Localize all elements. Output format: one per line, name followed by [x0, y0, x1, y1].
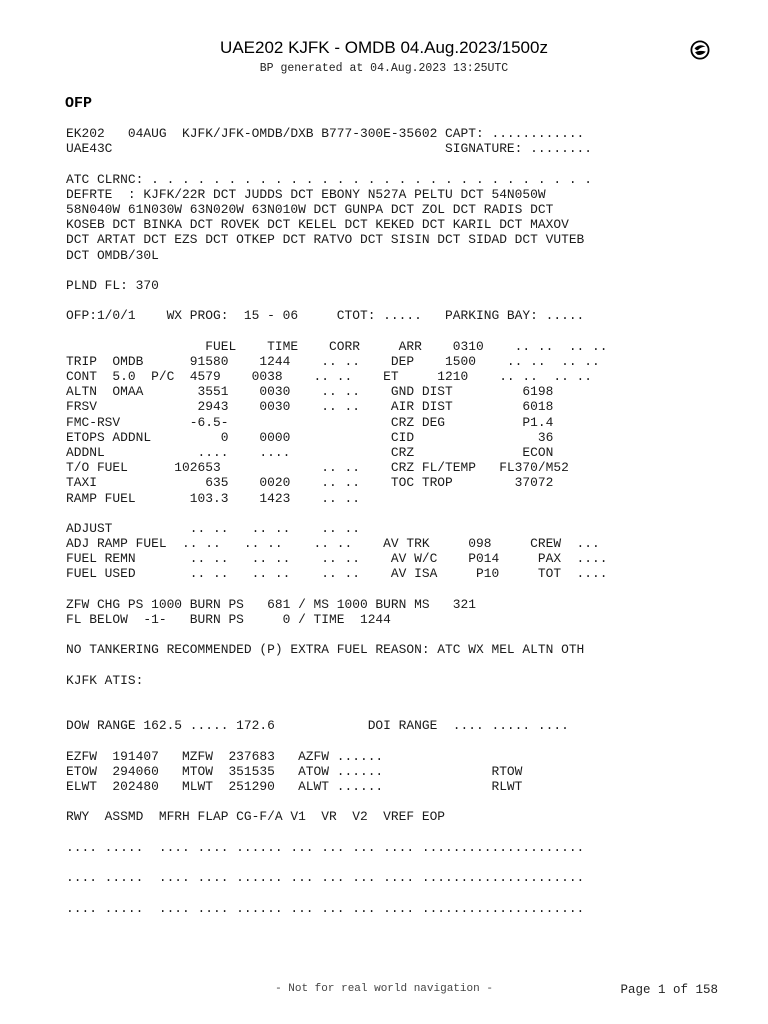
- airline-logo-icon: [690, 40, 710, 60]
- blank-line: [66, 506, 686, 521]
- ofp-line: NO TANKERING RECOMMENDED (P) EXTRA FUEL REASON: ATC WX MEL ALTN OTH: [66, 642, 585, 658]
- ofp-line: OFP:1/0/1 WX PROG: 15 - 06 CTOT: ..... PARKING BAY: .....: [66, 308, 585, 324]
- generated-timestamp: BP generated at 04.Aug.2023 13:25UTC: [259, 62, 509, 75]
- footer-disclaimer: - Not for real world navigation -: [275, 983, 493, 995]
- document-title: UAE202 KJFK - OMDB 04.Aug.2023/1500z: [220, 38, 548, 57]
- blank-line: [66, 293, 686, 308]
- ofp-line: ATC CLRNC: . . . . . . . . . . . . . . . . . . . . . . . . . . . . .: [66, 171, 593, 187]
- ofp-line: RWY ASSMD MFRH FLAP CG-F/A V1 VR V2 VREF EOP: [66, 809, 446, 825]
- ofp-line: PLND FL: 370: [66, 277, 159, 293]
- ofp-line: T/O FUEL 102653 .. .. CRZ FL/TEMP FL370/M52: [66, 460, 569, 476]
- ofp-line: DCT OMDB/30L: [66, 247, 159, 263]
- ofp-line: KJFK ATIS:: [66, 672, 144, 688]
- ofp-line: FRSV 2943 0030 .. .. AIR DIST 6018: [66, 399, 554, 415]
- ofp-line: FUEL REMN .. .. .. .. .. .. AV W/C P014 PAX ....: [66, 551, 608, 567]
- ofp-line: FL BELOW -1- BURN PS 0 / TIME 1244: [66, 612, 391, 627]
- blank-line: [66, 323, 686, 338]
- ofp-line: DCT ARTAT DCT EZS DCT OTKEP DCT RATVO DCT SISIN DCT SIDAD DCT VUTEB: [66, 232, 585, 248]
- blank-line: [66, 885, 686, 900]
- blank-line: [66, 703, 686, 718]
- ofp-line: FMC-RSV -6.5- CRZ DEG P1.4: [66, 414, 554, 430]
- blank-line: [66, 855, 686, 870]
- ofp-line: RAMP FUEL 103.3 1423 .. ..: [66, 490, 360, 506]
- blank-line: [66, 263, 686, 278]
- ofp-line: ADJ RAMP FUEL .. .. .. .. .. .. AV TRK 098 CREW ...: [66, 536, 600, 552]
- ofp-line: ETOW 294060 MTOW 351535 ATOW ...... RTOW: [66, 763, 523, 779]
- ofp-line: .... ..... .... .... ...... ... ... ... .... .....................: [66, 900, 585, 916]
- ofp-line: TRIP OMDB 91580 1244 .. .. DEP 1500 .. .. .. ..: [66, 353, 600, 369]
- ofp-line: DEFRTE : KJFK/22R DCT JUDDS DCT EBONY N527A PELTU DCT 54N050W: [66, 186, 546, 202]
- ofp-line: KOSEB DCT BINKA DCT ROVEK DCT KELEL DCT KEKED DCT KARIL DCT MAXOV: [66, 217, 569, 233]
- blank-line: [66, 794, 686, 809]
- ofp-line: EZFW 191407 MZFW 237683 AZFW ......: [66, 748, 384, 764]
- ofp-line: UAE43C SIGNATURE: ........: [66, 141, 593, 157]
- ofp-line: .... ..... .... .... ...... ... ... ... .... .....................: [66, 839, 585, 855]
- ofp-line: ETOPS ADDNL 0 0000 CID 36: [66, 429, 554, 445]
- ofp-line: ZFW CHG PS 1000 BURN PS 681 / MS 1000 BURN MS 321: [66, 596, 476, 612]
- blank-line: [66, 734, 686, 749]
- ofp-line: DOW RANGE 162.5 ..... 172.6 DOI RANGE .... ..... ....: [66, 718, 569, 734]
- page-number: Page 1 of 158: [620, 983, 718, 997]
- blank-line: [66, 825, 686, 840]
- blank-line: [66, 582, 686, 597]
- ofp-line: EK202 04AUG KJFK/JFK-OMDB/DXB B777-300E-35602 CAPT: ............: [66, 126, 585, 141]
- ofp-line: ADDNL .... .... CRZ ECON: [66, 444, 554, 460]
- ofp-line: ADJUST .. .. .. .. .. ..: [66, 520, 360, 536]
- ofp-line: CONT 5.0 P/C 4579 0038 .. .. ET 1210 .. .. .. ..: [66, 369, 593, 384]
- ofp-line: ELWT 202480 MLWT 251290 ALWT ...... RLWT: [66, 779, 523, 795]
- ofp-line: FUEL USED .. .. .. .. .. .. AV ISA P10 TOT ....: [66, 566, 608, 582]
- ofp-line: FUEL TIME CORR ARR 0310 .. .. .. ..: [66, 338, 608, 354]
- blank-line: [66, 156, 686, 171]
- blank-line: [66, 658, 686, 673]
- ofp-section-heading: OFP: [65, 95, 93, 112]
- ofp-line: 58N040W 61N030W 63N020W 63N010W DCT GUNPA DCT ZOL DCT RADIS DCT: [66, 201, 554, 217]
- ofp-body: [66, 126, 686, 916]
- ofp-line: .... ..... .... .... ...... ... ... ... .... .....................: [66, 870, 585, 886]
- ofp-line: ALTN OMAA 3551 0030 .. .. GND DIST 6198: [66, 384, 554, 400]
- blank-line: [66, 627, 686, 642]
- ofp-line: TAXI 635 0020 .. .. TOC TROP 37072: [66, 475, 554, 491]
- blank-line: [66, 688, 686, 703]
